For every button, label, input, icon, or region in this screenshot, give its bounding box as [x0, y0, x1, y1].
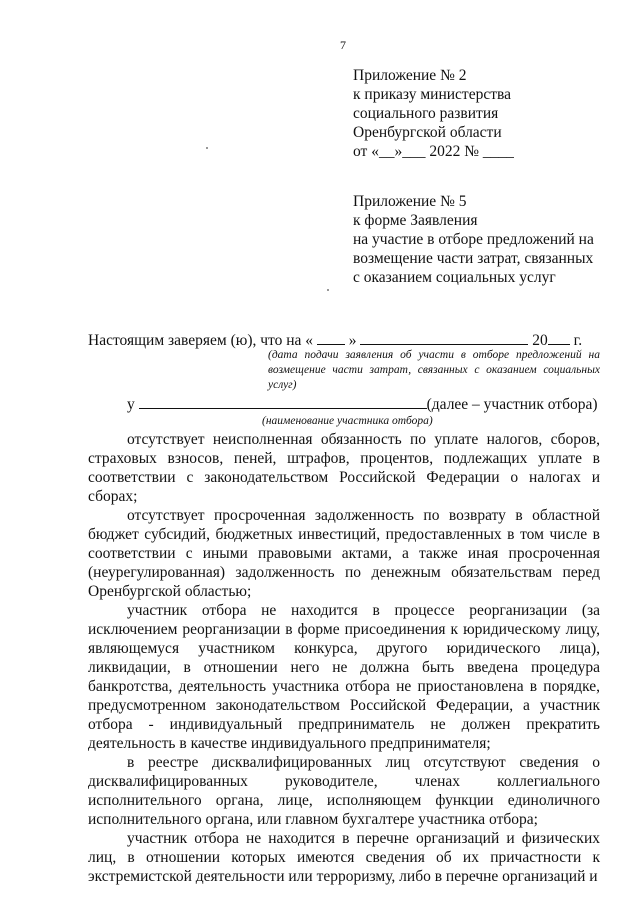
month-blank — [360, 330, 528, 345]
annex-5-line: с оказанием социальных услуг — [353, 269, 556, 286]
body-text — [88, 430, 600, 886]
annex-5-line: Приложение № 5 — [353, 193, 467, 210]
year-prefix: 20 — [532, 332, 548, 349]
paragraph: отсутствует неисполненная обязанность по уплате налогов, сборов, страховых взносов, пеней, штрафов, процентов, подлежащих уплате в соответствии с законодательством Российской Федерации о налогах и сборах; — [88, 431, 600, 505]
annex-5-header — [353, 192, 594, 287]
participant-suffix: (далее – участник отбора) — [426, 396, 598, 413]
scan-speck — [327, 289, 329, 291]
close-quote: » — [348, 332, 357, 349]
annex-5-line: на участие в отборе предложений на — [353, 231, 594, 248]
annex-2-line: от «__»___ 2022 № ____ — [353, 143, 514, 160]
annex-2-line: Приложение № 2 — [353, 67, 467, 84]
participant-prefix: у — [127, 396, 135, 413]
participant-line — [127, 394, 598, 414]
annex-2-line: к приказу министерства — [353, 86, 511, 103]
annex-5-line: возмещение части затрат, связанных — [353, 250, 594, 267]
participant-hint: (наименование участника отбора) — [262, 415, 433, 427]
year-blank — [548, 330, 570, 345]
annex-2-line: Оренбургской области — [353, 124, 502, 141]
page-number: 7 — [340, 38, 346, 52]
certify-prefix: Настоящим заверяем (ю), что на « — [88, 332, 314, 349]
certify-line — [88, 330, 582, 350]
paragraph: отсутствует просроченная задолженность по возврату в областной бюджет субсидий, бюджетных инвестиций, предоставленных в том числе в соответствии с иными правовыми актами, а также иная просроченная (неурегулированная) задолженность по денежным обязательствам перед Оренбургской областью; — [88, 507, 600, 600]
date-hint: (дата подачи заявления об участи в отборе предложений на возмещение части затрат, связанных с оказанием социальных услуг) — [268, 349, 600, 391]
annex-2-line: социального развития — [353, 105, 499, 122]
paragraph: в реестре дисквалифицированных лиц отсутствуют сведения о дисквалифицированных руководителе, членах коллегиального исполнительного органа, лице, исполняющем функции единоличного исполнительного органа, или главном бухгалтере участника отбора; — [88, 754, 600, 828]
day-blank — [317, 330, 345, 345]
annex-5-line: к форме Заявления — [353, 212, 478, 229]
paragraph: участник отбора не находится в процессе реорганизации (за исключением реорганизации в форме присоединения к юридическому лицу, являющемуся участником конкурса, другого юридического лица), ликвидации, в отношении него не должна быть введена процедура банкротства, деятельность участника отбора не приостановлена в порядке, предусмотренном законодательством Российской Федерации, а участник отбора - индивидуальный предприниматель не должен прекратить деятельность в качестве индивидуального предпринимателя; — [88, 602, 600, 752]
scan-speck — [206, 147, 208, 149]
annex-2-header — [353, 66, 514, 161]
paragraph: участник отбора не находится в перечне организаций и физических лиц, в отношении которых имеются сведения об их причастности к экстремистской деятельности или терроризму, либо в перечне организаций и — [88, 830, 600, 885]
participant-blank — [139, 394, 427, 409]
year-suffix: г. — [573, 332, 583, 349]
